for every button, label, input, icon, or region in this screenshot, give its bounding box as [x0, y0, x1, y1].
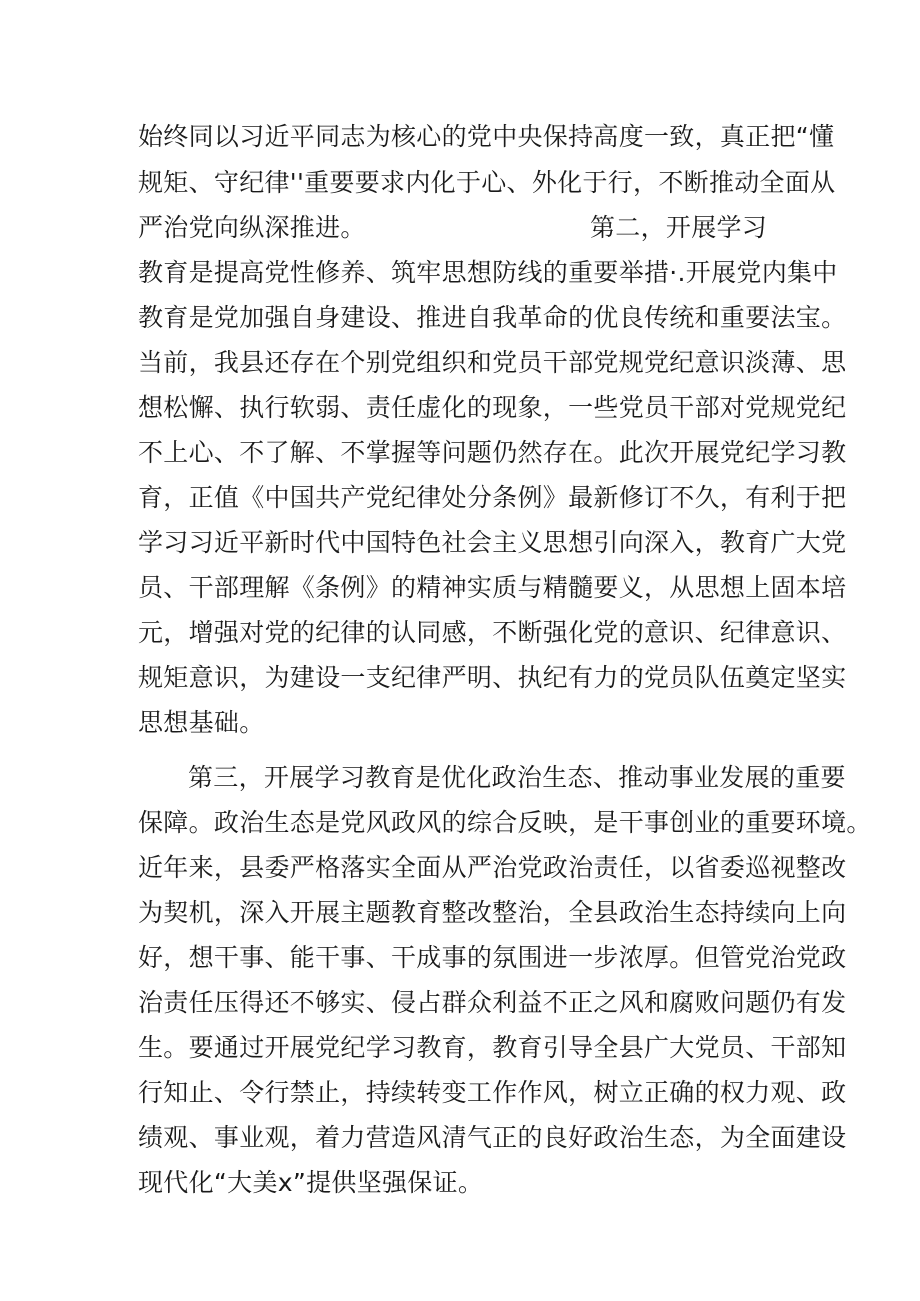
- paragraph-3-line-10: 现代化“大美x”提供坚强保证。: [138, 1168, 484, 1197]
- paragraph-2-line-4: 想松懈、执行软弱、责任虚化的现象，一些党员干部对党规党纪: [138, 393, 847, 422]
- paragraph-2-line-1: 教育是提高党性修养、筑牢思想防线的重要举措·.开展党内集中: [138, 258, 838, 287]
- paragraph-2-line-2: 教育是党加强自身建设、推进自我革命的优良传统和重要法宝。: [138, 303, 847, 332]
- paragraph-3-line-7: 生。要通过开展党纪学习教育，教育引导全县广大党员、干部知: [138, 1033, 847, 1062]
- paragraph-2-line-5: 不上心、不了解、不掌握等问题仍然存在。此次开展党纪学习教: [138, 438, 847, 467]
- paragraph-3-line-4: 为契机，深入开展主题教育整改整治，全县政治生态持续向上向: [138, 898, 847, 927]
- paragraph-2-lead: 第二，开展学习: [590, 213, 768, 242]
- paragraph-2-line-11: 思想基础。: [138, 708, 265, 737]
- paragraph-1-line-2: 规矩、守纪律''重要要求内化于心、外化于行，不断推动全面从: [138, 168, 836, 197]
- paragraph-3-line-9: 绩观、事业观，着力营造风清气正的良好政治生态，为全面建设: [138, 1123, 847, 1152]
- paragraph-1-line-3: 严治党向纵深推进。: [138, 213, 366, 242]
- paragraph-2-line-9: 元，增强对党的纪律的认同感，不断强化党的意识、纪律意识、: [138, 618, 847, 647]
- paragraph-3-line-6: 治责任压得还不够实、侵占群众利益不正之风和腐败问题仍有发: [138, 988, 847, 1017]
- paragraph-1-line-1: 始终同以习近平同志为核心的党中央保持高度一致，真正把“懂: [138, 122, 835, 151]
- paragraph-3-line-8: 行知止、令行禁止，持续转变工作作风，树立正确的权力观、政: [138, 1078, 847, 1107]
- paragraph-2-line-7: 学习习近平新时代中国特色社会主义思想引向深入，教育广大党: [138, 528, 847, 557]
- paragraph-3-line-2: 保障。政治生态是党风政风的综合反映，是干事创业的重要环境。: [138, 808, 872, 837]
- paragraph-3-line-5: 好，想干事、能干事、干成事的氛围进一步浓厚。但管党治党政: [138, 943, 847, 972]
- paragraph-2-line-3: 当前，我县还存在个别党组织和党员干部党规党纪意识淡薄、思: [138, 348, 847, 377]
- paragraph-2-line-6: 育，正值《中国共产党纪律处分条例》最新修订不久，有利于把: [138, 483, 847, 512]
- paragraph-3-line-3: 近年来，县委严格落实全面从严治党政治责任，以省委巡视整改: [138, 853, 847, 882]
- paragraph-2-line-8: 员、干部理解《条例》的精神实质与精髓要义，从思想上固本培: [138, 573, 847, 602]
- paragraph-3-line-1: 第三，开展学习教育是优化政治生态、推动事业发展的重要: [188, 763, 846, 792]
- paragraph-2-line-10: 规矩意识，为建设一支纪律严明、执纪有力的党员队伍奠定坚实: [138, 663, 847, 692]
